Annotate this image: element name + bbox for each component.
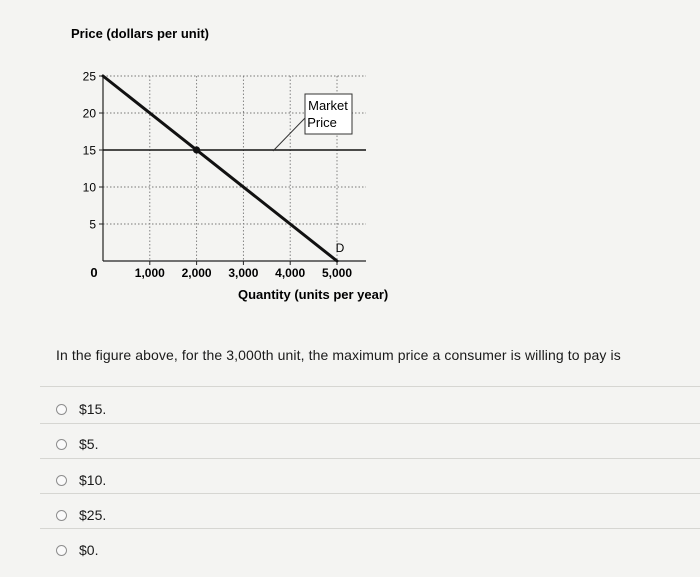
y-tick-label: 10 xyxy=(82,180,96,195)
answer-option[interactable] xyxy=(56,503,106,527)
option-label: $5. xyxy=(79,436,99,452)
demand-label: D xyxy=(335,241,345,255)
answer-option[interactable] xyxy=(56,538,98,562)
option-label: $0. xyxy=(79,542,99,558)
y-tick-label: 15 xyxy=(82,143,96,158)
market-price-annotation xyxy=(273,94,352,151)
answer-option[interactable] xyxy=(56,397,106,421)
demand-curve xyxy=(103,76,337,261)
divider xyxy=(40,386,700,387)
y-tick-label: 20 xyxy=(82,106,96,121)
option-label: $15. xyxy=(79,401,107,417)
x-axis-label: Quantity (units per year) xyxy=(238,287,389,302)
y-tick-label: 25 xyxy=(82,69,96,84)
x-tick-label: 3,000 xyxy=(228,266,259,280)
x-tick-label: 2,000 xyxy=(181,266,212,280)
divider xyxy=(40,458,700,459)
divider xyxy=(40,493,700,494)
x-tick-label: 1,000 xyxy=(134,266,165,280)
radio-button[interactable] xyxy=(56,439,67,450)
y-axis-label: Price (dollars per unit) xyxy=(71,26,209,41)
x-tick-label: 5,000 xyxy=(321,266,353,280)
radio-button[interactable] xyxy=(56,510,67,521)
radio-button[interactable] xyxy=(56,545,67,556)
equilibrium-point xyxy=(193,146,200,153)
divider xyxy=(40,528,700,529)
answer-option[interactable] xyxy=(56,468,106,492)
option-label: $10. xyxy=(79,472,107,488)
annotation-line2: Price xyxy=(307,115,337,130)
divider xyxy=(40,423,700,424)
origin-label: 0 xyxy=(90,265,98,280)
radio-button[interactable] xyxy=(56,475,67,486)
answer-option[interactable] xyxy=(56,432,98,456)
y-tick-label: 5 xyxy=(89,217,96,232)
radio-button[interactable] xyxy=(56,404,67,415)
annotation-line1: Market xyxy=(308,98,348,113)
question-text: In the figure above, for the 3,000th unit, the maximum price a consumer is willing to pay is xyxy=(56,347,621,363)
option-label: $25. xyxy=(79,507,107,523)
x-tick-label: 4,000 xyxy=(275,266,306,280)
